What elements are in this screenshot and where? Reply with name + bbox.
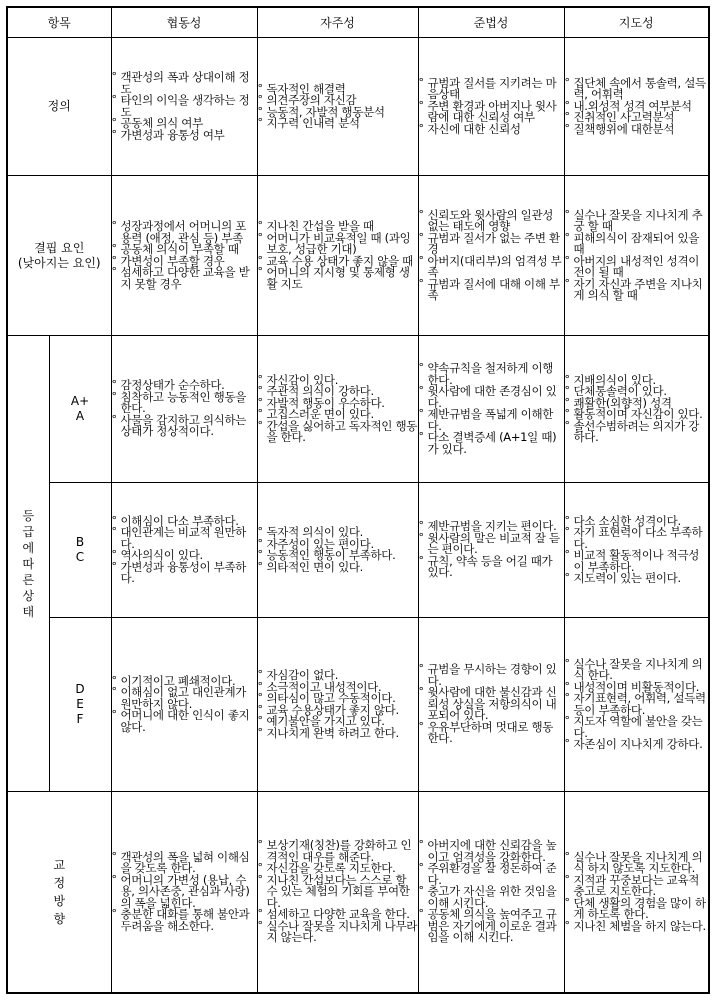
bullet-item: ° 지도력이 있는 편이다. (565, 573, 709, 585)
bullet-item: ° 약속규칙을 철저하게 이행한다. (419, 363, 564, 386)
correction-row (7, 792, 709, 994)
grade-b-lawfulness (418, 483, 564, 618)
grade-a-lawfulness (418, 336, 564, 483)
bullet-item: ° 지배의식이 있다. (565, 375, 709, 387)
bullet-item: ° 주관적 의식이 강하다. (258, 386, 418, 398)
bullet-item: ° 능동적인 행동이 부족하다. (258, 550, 418, 562)
bullet-item: ° 충분한 대화를 통해 불안과 두려움을 해소한다. (112, 909, 257, 932)
grade-letters-d (49, 618, 111, 792)
bullet-item: ° 고집스러운 면이 있다. (258, 409, 418, 421)
bullet-item: ° 공동체 의식을 높여주고 규범은 자기에게 이로운 결과임을 이해 시킨다. (419, 909, 564, 944)
factors-autonomy (257, 176, 418, 336)
factors-label-main: 결핍 요인 (34, 240, 85, 255)
bullet-item: ° 공동체 의식이 부족할 때 (112, 244, 257, 256)
grade-letters-b (49, 483, 111, 618)
bullet-item: ° 실수나 잘못을 지나치게 나무라지 않는다. (258, 921, 418, 944)
grade-group-label: 등급에 따른 상태 (7, 336, 49, 792)
bullet-item: ° 객관성의 폭을 넓혀 이해심을 갖도록 한다. (112, 852, 257, 875)
bullet-item: ° 충고가 자신을 위한 것임을 이해 시킨다. (419, 886, 564, 909)
bullet-item: ° 다소 소심한 성격이다. (565, 516, 709, 528)
bullet-item: ° 소극적이고 내성적이다. (258, 682, 418, 694)
correction-autonomy (257, 792, 418, 994)
header-cooperation: 협동성 (111, 7, 257, 38)
grade-d-cooperation (111, 618, 257, 792)
bullet-item: ° 단체 생활의 경험을 많이 하게 하도록 한다. (565, 898, 709, 921)
bullet-item: ° 피해의식이 잠재되어 있을 때 (565, 233, 709, 256)
bullet-item: ° 아버지에 대한 신뢰감을 높이고 엄격성을 강화한다. (419, 840, 564, 863)
bullet-item: ° 규범과 질서에 대해 이해 부족 (419, 279, 564, 302)
bullet-item: ° 교육 수용 상태가 좋지 않을 때 (258, 256, 418, 268)
label-line: 교 (53, 858, 66, 872)
bullet-item: ° 내.외성적 성격 여부분석 (565, 101, 709, 113)
header-item: 항목 (7, 7, 111, 38)
bullet-item: ° 어머니가 비교육적일 때 (과잉보호, 성급한 기대) (258, 233, 418, 256)
label-line: 정 (53, 876, 66, 890)
grade-a-autonomy (257, 336, 418, 483)
definition-leadership (564, 38, 709, 176)
bullet-item: ° 가변성과 융통성이 부족하다. (112, 562, 257, 585)
correction-lawfulness (418, 792, 564, 994)
factors-row (7, 176, 709, 336)
bullet-item: ° 윗사람의 말은 비교적 잘 듣는 편이다. (419, 533, 564, 556)
bullet-item: ° 사물을 감지하고 의식하는 상태가 정상적이다. (112, 415, 257, 438)
factors-label (7, 176, 111, 336)
bullet-item: ° 제반규범을 폭넓게 이해한다. (419, 409, 564, 432)
header-leadership: 지도성 (564, 7, 709, 38)
bullet-item: ° 가변성이 부족할 경우 (112, 256, 257, 268)
correction-label (7, 792, 111, 994)
bullet-item: ° 솔선수범하려는 의지가 강하다. (565, 421, 709, 444)
label-line: C (75, 550, 85, 564)
bullet-item: ° 간섭을 싫어하고 독자적인 행동을 한다. (258, 421, 418, 444)
bullet-item: ° 자기 표현력이 다소 부족하다. (565, 527, 709, 550)
definition-lawfulness (418, 38, 564, 176)
bullet-item: ° 다소 결벽증세 (A+1일 때)가 있다. (419, 432, 564, 455)
factors-lawfulness (418, 176, 564, 336)
grade-a-leadership (564, 336, 709, 483)
bullet-item: ° 내성적이며 비활동적이다. (565, 682, 709, 694)
grade-d-leadership (564, 618, 709, 792)
bullet-item: ° 집단체 속에서 통솔력, 설득력, 어휘력 (565, 78, 709, 101)
bullet-item: ° 대인관계는 비교적 원만하다. (112, 527, 257, 550)
bullet-item: ° 어머니에 대한 인식이 좋지 않다. (112, 710, 257, 733)
bullet-item: ° 성장과정에서 어머니의 포용력 (애정, 관심 등) 부족 (112, 221, 257, 244)
bullet-item: ° 가변성과 융통성 여부 (112, 130, 257, 142)
trait-table (6, 6, 710, 994)
bullet-item: ° 예기불안을 가지고 있다. (258, 716, 418, 728)
definition-row (7, 38, 709, 176)
definition-autonomy (257, 38, 418, 176)
definition-label: 정의 (7, 38, 111, 176)
label-line: A (75, 409, 85, 423)
bullet-item: ° 지나친 체벌을 하지 않는다. (565, 921, 709, 933)
header-autonomy: 자주성 (257, 7, 418, 38)
correction-cooperation (111, 792, 257, 994)
bullet-item: ° 실수나 잘못을 지나치게 추궁 할 때 (565, 210, 709, 233)
bullet-item: ° 지나친 간섭보다는 스스로 할 수 있는 체험의 기회를 부여한다. (258, 875, 418, 910)
bullet-item: ° 독자적 의식이 있다. (258, 527, 418, 539)
factors-leadership (564, 176, 709, 336)
bullet-item: ° 자존심이 지나치게 강하다. (565, 739, 709, 751)
bullet-item: ° 능동적, 자발적 행동분석 (258, 107, 418, 119)
grade-letters-a (49, 336, 111, 483)
grade-row-a (7, 336, 709, 483)
grade-d-autonomy (257, 618, 418, 792)
bullet-item: ° 쾌활한(외향적) 성격 (565, 398, 709, 410)
bullet-item: ° 지적과 꾸중보다는 교육적 충고로 지도한다. (565, 875, 709, 898)
bullet-item: ° 이해심이 없고 대인관계가 원만하지 않다. (112, 687, 257, 710)
bullet-item: ° 이기적이고 폐쇄적이다. (112, 676, 257, 688)
bullet-item: ° 침착하고 능동적인 행동을 한다. (112, 392, 257, 415)
label-line: D (75, 682, 85, 696)
bullet-item: ° 단체통솔력이 있다. (565, 386, 709, 398)
bullet-item: ° 규범과 질서가 없는 주변 환경 (419, 233, 564, 256)
bullet-item: ° 제반규범을 지키는 편이다. (419, 521, 564, 533)
label-line: B (75, 535, 85, 549)
label-line: 방 (53, 894, 66, 908)
bullet-item: ° 자주성이 있는 편이다. (258, 539, 418, 551)
bullet-item: ° 실수나 잘못을 지나치게 의식 하지 않도록 지도한다. (565, 852, 709, 875)
label-line: E (76, 697, 84, 711)
definition-cooperation (111, 38, 257, 176)
bullet-item: ° 지나친 간섭을 받을 때 (258, 221, 418, 233)
factors-cooperation (111, 176, 257, 336)
grade-b-cooperation (111, 483, 257, 618)
bullet-item: ° 비교적 활동적이나 적극성이 부족하다. (565, 550, 709, 573)
bullet-item: ° 자신감을 갖도록 지도한다. (258, 863, 418, 875)
bullet-item: ° 윗사람에 대한 불신감과 신뢰성 상실을 저항의식이 내포되어 있다. (419, 687, 564, 722)
bullet-item: ° 교육 수용상태가 좋지 않다. (258, 705, 418, 717)
bullet-item: ° 독자적인 해결력 (258, 84, 418, 96)
bullet-item: ° 어머니의 가변성 (용납, 수용, 의사존중, 관심과 사랑)의 폭을 넓힌다. (112, 875, 257, 910)
bullet-item: ° 자발적 행동이 우수하다. (258, 398, 418, 410)
bullet-item: ° 공동체 의식 여부 (112, 118, 257, 130)
bullet-item: ° 섬세하고 다양한 교육을 받지 못할 경우 (112, 267, 257, 290)
bullet-item: ° 어머니의 지시형 및 통제형 생활 지도 (258, 267, 418, 290)
bullet-item: ° 주변 환경과 아버지나 윗사람에 대한 신뢰성 여부 (419, 101, 564, 124)
grade-row-b (7, 483, 709, 618)
bullet-item: ° 타인의 이익을 생각하는 정도 (112, 95, 257, 118)
bullet-item: ° 객관성의 폭과 상대이해 정도 (112, 72, 257, 95)
grade-d-lawfulness (418, 618, 564, 792)
label-line: A+ (70, 394, 90, 408)
label-line: F (76, 712, 84, 726)
bullet-item: ° 아버지(대리부)의 엄격성 부족 (419, 256, 564, 279)
bullet-item: ° 보상기재(칭찬)를 강화하고 인격적인 대우를 해준다. (258, 840, 418, 863)
bullet-item: ° 자심감이 없다. (258, 670, 418, 682)
label-line: 향 (53, 912, 66, 926)
bullet-item: ° 아버지의 내성적인 성격이 전이 될 때 (565, 256, 709, 279)
bullet-item: ° 신뢰도와 윗사람의 일관성 없는 태도에 영향 (419, 210, 564, 233)
bullet-item: ° 지나치게 완벽 하려고 한다. (258, 728, 418, 740)
factors-label-sub: (낮아지는 요인) (17, 255, 101, 270)
bullet-item: ° 섬세하고 다양한 교육을 한다. (258, 909, 418, 921)
grade-row-d (7, 618, 709, 792)
bullet-item: ° 주위환경을 잘 정돈하여 준다. (419, 863, 564, 886)
bullet-item: ° 규칙, 약속 등을 어길 때가 있다. (419, 556, 564, 579)
bullet-item: ° 우유부단하며 멋대로 행동한다. (419, 722, 564, 745)
bullet-item: ° 이해심이 다소 부족하다. (112, 516, 257, 528)
bullet-item: ° 지도자 역할에 불안을 갖는다. (565, 716, 709, 739)
bullet-item: ° 지구력 인내력 분석 (258, 118, 418, 130)
header-row (7, 7, 709, 38)
bullet-item: ° 자기표현력, 어휘력, 설득력 등이 부족하다. (565, 693, 709, 716)
bullet-item: ° 자신에 대한 신뢰성 (419, 124, 564, 136)
bullet-item: ° 자신감이 있다. (258, 375, 418, 387)
bullet-item: ° 자기 자신과 주변을 지나치게 의식 할 때 (565, 279, 709, 302)
bullet-item: ° 감정상태가 순수하다. (112, 380, 257, 392)
bullet-item: ° 활동적이며 자신감이 있다. (565, 409, 709, 421)
bullet-item: ° 의타심이 많고 수동적이다. (258, 693, 418, 705)
header-lawfulness: 준법성 (418, 7, 564, 38)
correction-leadership (564, 792, 709, 994)
bullet-item: ° 윗사람에 대한 존경심이 있다. (419, 386, 564, 409)
bullet-item: ° 규범과 질서를 지키려는 마음상태 (419, 78, 564, 101)
bullet-item: ° 실수나 잘못을 지나치게 의식 한다. (565, 659, 709, 682)
bullet-item: ° 의견주장의 자신감 (258, 95, 418, 107)
bullet-item: ° 진취적인 사고력분석 (565, 112, 709, 124)
grade-b-leadership (564, 483, 709, 618)
grade-b-autonomy (257, 483, 418, 618)
bullet-item: ° 의타적인 면이 있다. (258, 562, 418, 574)
bullet-item: ° 규범을 무시하는 경향이 있다. (419, 664, 564, 687)
grade-a-cooperation (111, 336, 257, 483)
bullet-item: ° 역사의식이 있다. (112, 550, 257, 562)
bullet-item: ° 질책행위에 대한분석 (565, 124, 709, 136)
